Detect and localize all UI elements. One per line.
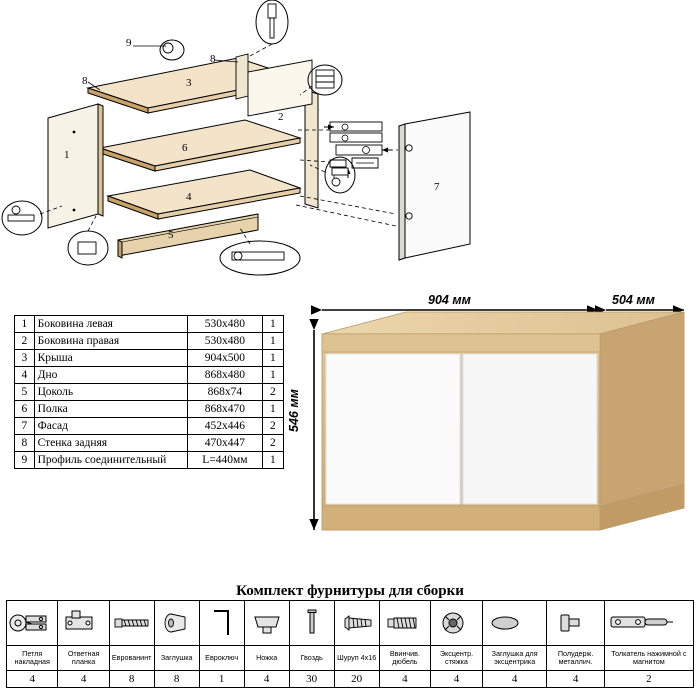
assembled-cabinet-view [287, 290, 692, 555]
hardware-qty: 4 [431, 671, 483, 688]
door-left [326, 354, 460, 504]
svg-text:2: 2 [278, 111, 284, 123]
svg-text:5: 5 [168, 229, 174, 241]
depth-label: 504 мм [612, 293, 655, 307]
hardware-qty: 4 [482, 671, 547, 688]
hardware-qty-row [7, 671, 694, 688]
part-size: 530х480 [188, 316, 263, 333]
part-bottom-panel [108, 170, 300, 219]
svg-text:4: 4 [186, 191, 192, 203]
hardware-labels-row [7, 646, 694, 671]
hardware-qty: 8 [109, 671, 154, 688]
hardware-label: Ввинчив. дюбель [379, 646, 430, 671]
hardware-qty: 1 [199, 671, 244, 688]
euro-key-icon [199, 601, 244, 646]
part-name: Крыша [34, 350, 187, 367]
cam-cap-icon [482, 601, 547, 646]
exploded-assembly-diagram [0, 0, 700, 285]
hardware-icons-row [7, 601, 694, 646]
part-shelf [100, 120, 300, 171]
height-label: 546 мм [287, 389, 301, 432]
part-size: 530х480 [188, 333, 263, 350]
table-row [15, 350, 284, 367]
part-number: 3 [15, 350, 35, 367]
hardware-qty: 4 [547, 671, 604, 688]
part-name: Фасад [34, 418, 187, 435]
table-row [15, 316, 284, 333]
part-name: Профиль соединительный [34, 452, 187, 469]
part-name: Боковина левая [34, 316, 187, 333]
hardware-label: Шуруп 4х16 [334, 646, 379, 671]
part-back-panel [236, 54, 312, 116]
parts-table-body [15, 316, 284, 469]
width-dimension [322, 293, 598, 310]
hardware-label: Эксцентр. стяжка [431, 646, 483, 671]
screw-in-dowel-icon [379, 601, 430, 646]
hardware-qty: 8 [154, 671, 199, 688]
hardware-label: Евроключ [199, 646, 244, 671]
part-qty: 1 [262, 367, 283, 384]
part-qty: 1 [262, 401, 283, 418]
part-plinth [118, 214, 258, 258]
table-row [15, 367, 284, 384]
cap-plug-icon [154, 601, 199, 646]
hardware-qty: 4 [244, 671, 289, 688]
hardware-qty: 4 [58, 671, 109, 688]
hardware-qty: 2 [604, 671, 693, 688]
part-size: 868х74 [188, 384, 263, 401]
part-size: 470х447 [188, 435, 263, 452]
part-size: 904х500 [188, 350, 263, 367]
hardware-label: Ответная планка [58, 646, 109, 671]
svg-text:9: 9 [126, 37, 132, 49]
part-number: 6 [15, 401, 35, 418]
part-qty: 1 [262, 452, 283, 469]
part-size: 868х480 [188, 367, 263, 384]
part-qty: 2 [262, 418, 283, 435]
shelf-support-icon [547, 601, 604, 646]
part-number: 7 [15, 418, 35, 435]
table-row [15, 401, 284, 418]
overlay-hinge-icon [7, 601, 58, 646]
hardware-label: Гвоздь [289, 646, 334, 671]
table-row [15, 452, 284, 469]
depth-dimension [606, 293, 684, 310]
hardware-qty: 4 [7, 671, 58, 688]
table-row [15, 435, 284, 452]
hardware-qty: 20 [334, 671, 379, 688]
screw-4x16-icon [334, 601, 379, 646]
svg-text:3: 3 [186, 77, 192, 89]
svg-text:8: 8 [210, 53, 216, 65]
part-qty: 1 [262, 333, 283, 350]
part-qty: 1 [262, 350, 283, 367]
part-right-side-panel [305, 90, 318, 208]
hardware-kit-table [6, 600, 694, 688]
table-row [15, 333, 284, 350]
part-qty: 2 [262, 435, 283, 452]
part-size: 868х470 [188, 401, 263, 418]
table-row [15, 418, 284, 435]
mounting-plate-icon [58, 601, 109, 646]
euro-screw-icon [109, 601, 154, 646]
part-number: 5 [15, 384, 35, 401]
part-name: Цоколь [34, 384, 187, 401]
parts-table [14, 315, 284, 469]
height-dimension [287, 330, 314, 530]
svg-text:6: 6 [182, 142, 188, 154]
svg-text:1: 1 [64, 149, 70, 161]
part-size: 452х446 [188, 418, 263, 435]
nail-icon [289, 601, 334, 646]
hardware-label: Заглушка [154, 646, 199, 671]
part-qty: 2 [262, 384, 283, 401]
leg-icon [244, 601, 289, 646]
cabinet-3d [322, 312, 684, 530]
hardware-kit-title: Комплект фурнитуры для сборки [236, 583, 464, 599]
table-row [15, 384, 284, 401]
hardware-label: Петля накладная [7, 646, 58, 671]
part-size: L=440мм [188, 452, 263, 469]
svg-text:7: 7 [434, 181, 440, 193]
magnetic-push-latch-icon [604, 601, 693, 646]
hardware-label: Ножка [244, 646, 289, 671]
hardware-label: Полудерж. металлич. [547, 646, 604, 671]
hardware-qty: 4 [379, 671, 430, 688]
part-left-side-panel [48, 104, 103, 228]
width-label: 904 мм [428, 293, 471, 307]
part-name: Стенка задняя [34, 435, 187, 452]
hardware-label: Толкатель нажимной с магнитом [604, 646, 693, 671]
part-qty: 1 [262, 316, 283, 333]
door-right [463, 354, 597, 504]
cam-lock-icon [431, 601, 483, 646]
part-number: 9 [15, 452, 35, 469]
part-number: 8 [15, 435, 35, 452]
part-number: 1 [15, 316, 35, 333]
hardware-qty: 30 [289, 671, 334, 688]
part-name: Полка [34, 401, 187, 418]
part-name: Боковина правая [34, 333, 187, 350]
part-number: 4 [15, 367, 35, 384]
hardware-label: Еврованинт [109, 646, 154, 671]
part-name: Дно [34, 367, 187, 384]
svg-text:8: 8 [82, 75, 88, 87]
hardware-label: Заглушка для эксцентрика [482, 646, 547, 671]
part-number: 2 [15, 333, 35, 350]
